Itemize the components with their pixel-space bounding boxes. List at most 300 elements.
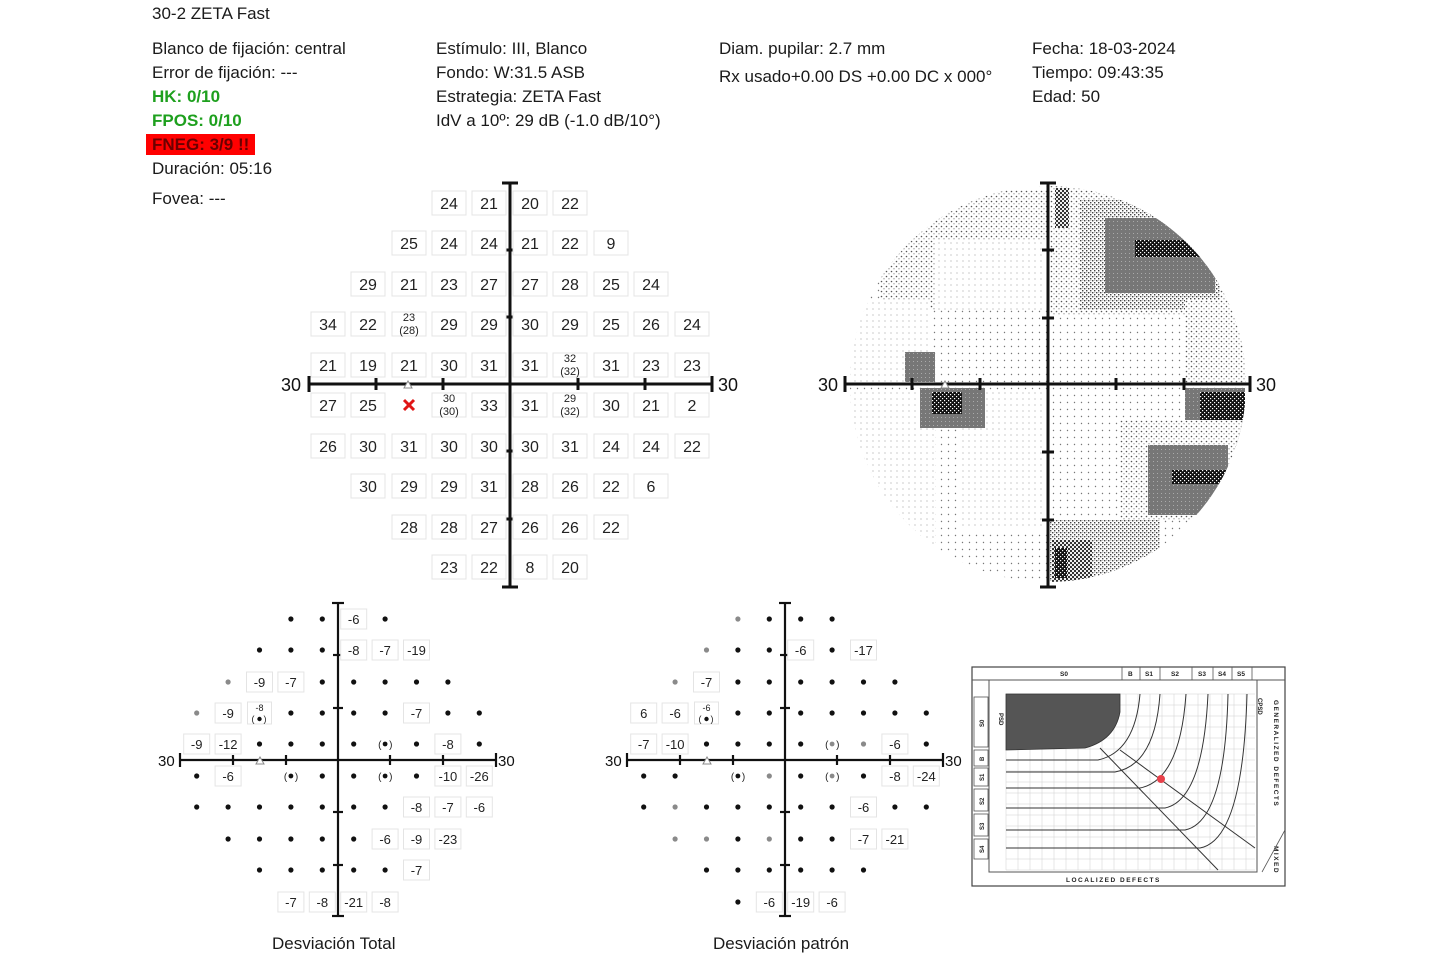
deviation-dot [257,804,262,809]
deviation-value: -21 [885,832,905,847]
paren-right: ) [741,772,746,783]
sensitivity-value: 26 [561,479,579,496]
patient-age: Edad: 50 [1032,87,1101,106]
deviation-value: -6 [379,832,391,847]
sensitivity-value: 30 [440,358,458,375]
deviation-axes [627,603,943,916]
sensitivity-value: 21 [400,358,418,375]
deviation-value: -6 [857,800,870,815]
deviation-dot [767,773,772,778]
sensitivity-value: 21 [480,196,498,213]
deviation-dot [351,710,356,715]
sensitivity-value: 6 [646,479,656,496]
sensitivity-value: 20 [521,196,539,213]
deviation-value: -24 [916,769,936,784]
sensitivity-value: 31 [561,439,579,456]
sensitivity-value: 30 [440,439,458,456]
axis-label-left: 30 [818,375,839,395]
deviation-value: -12 [218,737,238,752]
sensitivity-value: 23 [440,560,458,577]
deviation-dot [861,679,866,684]
deviation-dot [477,710,482,715]
sensitivity-value: 24 [480,236,498,253]
deviation-value: -6 [763,895,776,910]
deviation-dot [735,741,740,746]
deviation-dot [830,867,835,872]
sensitivity-value: 25 [400,236,418,253]
deviation-dot [288,804,293,809]
deviation-value: -6 [473,800,486,815]
deviation-value: -19 [407,643,426,658]
deviation-dot [892,804,897,809]
deviation-dot [414,741,419,746]
deviation-dot [351,804,356,809]
deviation-dot [641,773,646,778]
sensitivity-axes [309,183,712,587]
deviation-value: -8 [379,895,391,910]
deviation-dot [735,647,740,652]
deviation-dot [194,773,199,778]
paren-right: ) [710,714,714,724]
deviation-dot [257,867,262,872]
sensitivity-map [270,178,750,592]
deviation-value: -6 [222,769,234,784]
deviation-value: -10 [438,769,458,784]
deviation-dot-repeat [736,774,741,779]
fpos-value: FPOS: 0/10 [152,111,242,130]
deviation-value: -7 [700,675,713,690]
deviation-dot [414,773,419,778]
deviation-value: -10 [665,737,685,752]
svg-text:S0: S0 [1060,671,1068,678]
deviation-value: -7 [379,643,391,658]
svg-text:S2: S2 [1171,671,1179,678]
deviation-dot [767,679,772,684]
pattern-deviation-map [602,598,972,920]
sensitivity-repeat-value: (32) [560,366,580,378]
patient-marker [1157,775,1165,783]
svg-text:S0: S0 [980,719,986,727]
deviation-dot [767,867,772,872]
deviation-dot [798,773,803,778]
svg-text:B: B [1128,671,1133,678]
sensitivity-value: 25 [359,398,377,415]
deviation-dot [861,741,866,746]
sensitivity-value: 27 [319,398,337,415]
sensitivity-value: 24 [642,277,660,294]
sensitivity-value: 24 [440,196,458,213]
deviation-dot [414,679,419,684]
deviation-value: -6 [702,703,711,713]
sensitivity-value: 21 [400,277,418,294]
sensitivity-value: 25 [602,317,620,334]
deviation-dot [704,647,709,652]
rx-used: Rx usado+0.00 DS +0.00 DC x 000° [719,67,993,86]
sensitivity-value: 30 [521,317,539,334]
sensitivity-value: 26 [319,439,337,456]
sensitivity-value: 32 [563,353,577,365]
svg-text:S4: S4 [980,845,986,853]
sensitivity-value: 31 [521,358,539,375]
svg-text:S2: S2 [980,797,986,805]
sensitivity-value: 20 [561,560,579,577]
deviation-dot [320,710,325,715]
sensitivity-value: 29 [359,277,377,294]
deviation-value: -9 [222,706,234,721]
deviation-dot [735,679,740,684]
deviation-dot [320,647,325,652]
deviation-dot [351,836,356,841]
deviation-dot [383,679,388,684]
deviation-value: -6 [889,737,901,752]
paren-right: ) [263,714,267,724]
deviation-dot-repeat [257,717,261,721]
deviation-dot [798,616,803,621]
deviation-dot-repeat [830,774,835,779]
deviation-dot [830,804,835,809]
deviation-dot [735,867,740,872]
paren-left: ( [825,740,829,751]
deviation-dot-repeat [289,774,294,779]
localized-defects-label: LOCALIZED DEFECTS [1066,877,1161,884]
sensitivity-value: 2 [687,398,697,415]
deviation-value: 6 [640,706,648,721]
deviation-value: -26 [469,769,489,784]
sensitivity-value: 27 [480,277,498,294]
deviation-value: -8 [889,769,901,784]
vfi: IdV a 10º: 29 dB (-1.0 dB/10°) [436,111,661,130]
deviation-dot [892,679,897,684]
paren-right: ) [836,740,840,751]
sensitivity-value: 9 [606,236,616,253]
sensitivity-value: 31 [521,398,539,415]
deviation-dot [320,741,325,746]
paren-right: ) [294,772,299,783]
deviation-dot [383,867,388,872]
deviation-dot [288,741,293,746]
sensitivity-value: 30 [521,439,539,456]
sensitivity-value: 24 [602,439,620,456]
paren-left: ( [730,772,735,783]
sensitivity-value: 26 [521,520,539,537]
total-deviation-map [155,598,525,920]
deviation-value: -6 [794,643,807,658]
sensitivity-value: 29 [561,317,579,334]
test-name: 30-2 ZETA Fast [152,4,270,23]
deviation-dot [924,804,929,809]
deviation-dot [830,710,835,715]
axis-label-left: 30 [281,375,302,395]
paren-left: ( [378,740,382,751]
deviation-dot [767,616,772,621]
deviation-dot [445,679,450,684]
deviation-value: -6 [826,895,838,910]
deviation-dot [767,804,772,809]
pupil-diameter: Diam. pupilar: 2.7 mm [719,39,886,58]
sensitivity-value: 25 [602,277,620,294]
svg-text:S4: S4 [1218,671,1226,678]
axis-label-right: 30 [718,375,739,395]
deviation-dot [798,804,803,809]
paren-left: ( [283,772,288,783]
paren-left: ( [251,714,255,724]
sensitivity-value: 29 [440,479,458,496]
deviation-dot [320,867,325,872]
deviation-dot [830,616,835,621]
sensitivity-value: 26 [642,317,660,334]
deviation-dot [673,836,678,841]
sensitivity-value: 22 [480,560,498,577]
sensitivity-value: 27 [480,520,498,537]
fixation-loss-marker [404,400,414,410]
deviation-value: -7 [857,832,870,847]
deviation-dot [257,647,262,652]
deviation-value: -9 [253,675,266,690]
test-time: Tiempo: 09:43:35 [1032,63,1164,82]
deviation-dot [257,836,262,841]
deviation-dot [673,804,678,809]
grayscale-map [805,176,1285,594]
deviation-value: -8 [316,895,329,910]
deviation-dot [288,836,293,841]
deviation-dot [673,679,678,684]
sensitivity-value: 21 [521,236,539,253]
deviation-dot-repeat [383,774,388,779]
deviation-dot [735,804,740,809]
deviation-value: -7 [442,800,454,815]
sensitivity-value: 29 [563,393,577,405]
svg-text:S3: S3 [1198,671,1206,678]
deviation-dot [257,741,262,746]
deviation-value: -23 [438,832,458,847]
deviation-dot [924,710,929,715]
deviation-dot [830,647,835,652]
sensitivity-value: 30 [442,393,456,405]
sensitivity-value: 30 [359,479,377,496]
deviation-dot-repeat [830,742,835,747]
axis-label-left: 30 [158,753,175,770]
deviation-value: -6 [347,612,360,627]
fixation-target: Blanco de fijación: central [152,39,346,58]
deviation-value: -7 [410,706,423,721]
sensitivity-value: 31 [602,358,620,375]
deviation-value: -8 [347,643,360,658]
sensitivity-value: 24 [683,317,701,334]
deviation-dot [704,867,709,872]
deviation-dot-repeat [383,742,388,747]
deviation-dot [798,710,803,715]
deviation-dot [288,647,293,652]
deviation-dot [288,710,293,715]
strategy: Estrategia: ZETA Fast [436,87,602,106]
sensitivity-value: 23 [642,358,660,375]
svg-text:S5: S5 [1237,671,1245,678]
deviation-value: -7 [637,737,650,752]
fovea: Fovea: --- [152,189,226,208]
deviation-dot [351,867,356,872]
sensitivity-value: 23 [402,312,416,324]
deviation-dot [735,616,740,621]
sensitivity-value: 28 [400,520,418,537]
fneg-badge [146,135,255,155]
sensitivity-value: 22 [561,236,579,253]
deviation-value: -17 [854,643,873,658]
deviation-dot [735,710,740,715]
deviation-value: -8 [442,737,454,752]
paren-right: ) [836,772,840,783]
deviation-dot [383,710,388,715]
sensitivity-value: 19 [359,358,377,375]
svg-text:S1: S1 [980,773,986,781]
deviation-value: -7 [285,895,297,910]
paren-left: ( [378,772,382,783]
deviation-dot [445,710,450,715]
svg-text:CPSD: CPSD [1256,698,1262,715]
deviation-dot [383,804,388,809]
deviation-dot [383,616,388,621]
sensitivity-value: 30 [359,439,377,456]
paren-right: ) [389,772,393,783]
deviation-dot [320,773,325,778]
stimulus: Estímulo: III, Blanco [436,39,588,58]
sensitivity-value: 22 [602,520,620,537]
svg-text:B: B [980,756,986,761]
deviation-dot [704,836,709,841]
sensitivity-value: 23 [683,358,701,375]
svg-text:S3: S3 [980,822,986,830]
svg-text:PSD: PSD [997,713,1003,726]
pattern-deviation-caption: Desviación patrón [713,934,850,953]
deviation-dot [351,679,356,684]
deviation-value: -7 [285,675,297,690]
deviation-axes [180,603,496,916]
deviation-dot [320,616,325,621]
sensitivity-value: 21 [642,398,660,415]
deviation-dot [226,679,231,684]
deviation-value: -19 [791,895,811,910]
fixation-error: Error de fijación: --- [152,63,298,82]
axis-label-left: 30 [605,753,622,770]
deviation-dot [673,773,678,778]
sensitivity-value: 8 [525,560,535,577]
duration: Duración: 05:16 [152,159,273,178]
deviation-value: -8 [255,703,264,713]
deviation-dot [320,679,325,684]
deviation-dot [320,836,325,841]
sensitivity-value: 22 [602,479,620,496]
deviation-dot [767,741,772,746]
sensitivity-value: 29 [480,317,498,334]
generalized-defects-label: GENERALIZED DEFECTS [1272,700,1279,808]
deviation-dot [798,836,803,841]
sensitivity-value: 27 [521,277,539,294]
deviation-dot [767,836,772,841]
paren-left: ( [698,714,702,724]
sensitivity-value: 34 [319,317,337,334]
sensitivity-value: 24 [440,236,458,253]
deviation-dot [798,741,803,746]
deviation-dot [767,647,772,652]
deviation-dot [892,710,897,715]
deviation-dot [288,867,293,872]
sensitivity-value: 24 [642,439,660,456]
deviation-dot [798,867,803,872]
sensitivity-value: 28 [561,277,579,294]
deviation-dot [351,773,356,778]
sensitivity-value: 31 [480,358,498,375]
sensitivity-value: 28 [521,479,539,496]
deviation-dot [924,741,929,746]
deviation-dot [194,804,199,809]
deviation-dot [194,710,199,715]
deviation-dot [641,804,646,809]
deviation-value: -9 [410,832,423,847]
deviation-dot [226,836,231,841]
sensitivity-value: 22 [561,196,579,213]
paren-left: ( [825,772,829,783]
deviation-dot [861,710,866,715]
deviation-dot [830,679,835,684]
sensitivity-value: 30 [602,398,620,415]
axis-label-right: 30 [1256,375,1277,395]
deviation-dot-repeat [704,717,708,721]
mixed-label: MIXED [1272,846,1279,875]
sensitivity-value: 31 [400,439,418,456]
axis-label-right: 30 [498,753,515,770]
background: Fondo: W:31.5 ASB [436,63,585,82]
grayscale-axes [845,183,1250,587]
sensitivity-value: 29 [440,317,458,334]
sensitivity-value: 30 [480,439,498,456]
deviation-dot [704,741,709,746]
sensitivity-value: 28 [440,520,458,537]
deviation-dot [704,804,709,809]
deviation-dot [477,741,482,746]
deviation-dot [735,836,740,841]
deviation-value: -6 [669,706,681,721]
deviation-dot [830,836,835,841]
deviation-dot [798,679,803,684]
axis-label-right: 30 [945,753,962,770]
deviation-dot [735,899,740,904]
paren-right: ) [389,740,393,751]
deviation-dot [861,867,866,872]
sensitivity-repeat-value: (32) [560,406,580,418]
sensitivity-repeat-value: (28) [399,325,419,337]
sensitivity-value: 21 [319,358,337,375]
deviation-dot [861,773,866,778]
deviation-value: -7 [410,863,423,878]
deviation-dot [226,804,231,809]
deviation-dot [320,804,325,809]
fneg-value: FNEG: 3/9 !! [146,134,255,155]
sensitivity-value: 29 [400,479,418,496]
deviation-value: -8 [410,800,423,815]
sensitivity-value: 31 [480,479,498,496]
sensitivity-value: 22 [683,439,701,456]
hk-value: HK: 0/10 [152,87,221,106]
deviation-value: -21 [344,895,364,910]
total-deviation-caption: Desviación Total [272,934,396,953]
deviation-dot [767,710,772,715]
deviation-value: -9 [190,737,203,752]
sensitivity-value: 33 [480,398,498,415]
svg-text:S1: S1 [1145,671,1153,678]
deviation-dot [351,741,356,746]
deviation-dot [288,616,293,621]
test-date: Fecha: 18-03-2024 [1032,39,1176,58]
sensitivity-repeat-value: (30) [439,406,459,418]
